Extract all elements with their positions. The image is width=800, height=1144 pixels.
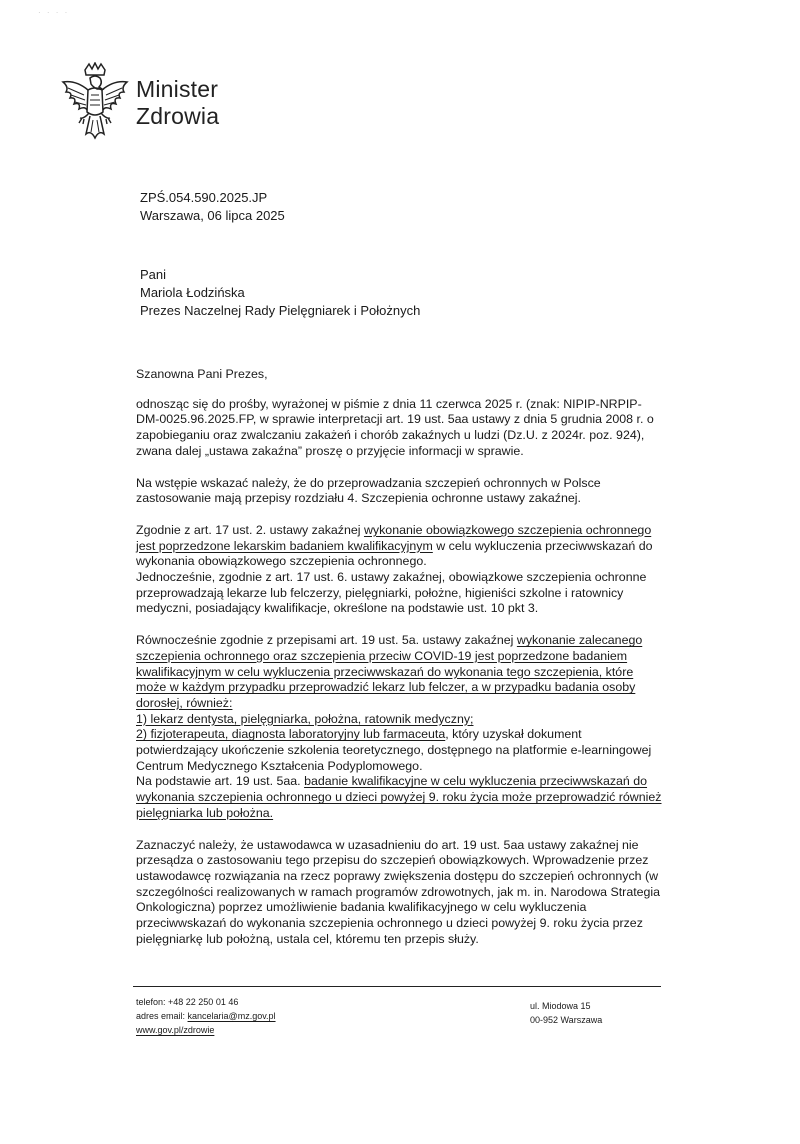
footer-email-link[interactable]: kancelaria@mz.gov.pl	[187, 1011, 276, 1021]
recipient-title: Prezes Naczelnej Rady Pielęgniarek i Położnych	[140, 303, 421, 318]
footer-email-label: adres email:	[136, 1011, 188, 1021]
recipient-name: Mariola Łodzińska	[140, 285, 245, 300]
organization-name	[136, 76, 219, 130]
p4-text-c: Na podstawie art. 19 ust. 5aa.	[136, 774, 305, 789]
greeting: Szanowna Pani Prezes,	[136, 367, 268, 381]
letter-body	[136, 367, 664, 964]
org-line-2: Zdrowia	[136, 103, 220, 129]
p3-text-c: Jednocześnie, zgodnie z art. 17 ust. 6. ustawy zakaźnej, obowiązkowe szczepienia ochronne przeprowadzają lekarze lub felczerzy, pielęgniarki, położne, higieniści szkolne i ratownicy medyczni, posiadający kwalifikacje, określone na podstawie ust. 10 pkt 3.	[136, 570, 647, 616]
p3-underlined: wykonanie obowiązkowego szczepienia ochronnego jest poprzedzone lekarskim badaniem kwalifikacyjnym	[136, 522, 652, 553]
footer-divider	[133, 986, 661, 987]
paragraph-5: Zaznaczyć należy, że ustawodawca w uzasadnieniu do art. 19 ust. 5aa ustawy zakaźnej nie przesądza o zastosowaniu tego przepisu do szczepień obowiązkowych. Wprowadzenie przez ustawodawcę rozwiązania na rzecz poprawy zwiększenia dostępu do szczepień ochronnych (w szczególności realizowanych w ramach programów zdrowotnych, jak m. in. Narodowa Strategia Onkologiczna) poprzez umożliwienie badania kwalifikacyjnego w celu wykluczenia przeciwwskazań do wykonania szczepienia ochronnego u dzieci powyżej 9. roku życia przez pielęgniarkę lub położną, ustala cel, któremu ten przepis służy.	[136, 837, 661, 946]
p3-text-a: Zgodnie z art. 17 ust. 2. ustawy zakaźnej	[136, 522, 364, 537]
p4-list-item-1: 1) lekarz dentysta, pielęgniarka, położna, ratownik medyczny;	[136, 711, 474, 726]
footer-website-link[interactable]: www.gov.pl/zdrowie	[136, 1025, 215, 1035]
scan-corner-mark: · · · ·	[38, 8, 70, 17]
footer-email-row	[136, 1009, 276, 1023]
p3-text-b: w celu wykluczenia przeciwwskazań do wykonania obowiązkowego szczepienia ochronnego.	[136, 538, 653, 569]
footer-address	[530, 999, 602, 1027]
recipient-salutation: Pani	[140, 267, 167, 282]
paragraph-3	[136, 523, 664, 617]
place-date: Warszawa, 06 lipca 2025	[140, 208, 285, 223]
recipient-block	[140, 266, 420, 320]
p4-list-item-2-rest: , który uzyskał dokument potwierdzający ukończenie szkolenia teoretycznego, dostępnego na platformie e-learningowej Centrum Medycznego Kształcenia Podyplomowego.	[136, 727, 652, 773]
polish-eagle-emblem-icon	[60, 62, 130, 144]
footer-phone: telefon: +48 22 250 01 46	[136, 997, 239, 1007]
p4-list-item-2: 2) fizjoterapeuta, diagnosta laboratoryjny lub farmaceuta	[136, 727, 446, 742]
footer-city: 00-952 Warszawa	[530, 1015, 603, 1025]
reference-block	[140, 189, 285, 225]
paragraph-4	[136, 633, 664, 821]
p4-underlined: wykonanie zalecanego szczepienia ochronnego oraz szczepienia przeciw COVID-19 jest poprzedzone badaniem kwalifikacyjnym w celu wykluczenia przeciwwskazań do wykonania tego szczepienia, które może w każdym przypadku przeprowadzić lekarz lub felczer, a w przypadku badania osoby dorosłej, również:	[136, 633, 643, 710]
footer-contact	[136, 995, 276, 1037]
letterhead	[60, 62, 219, 144]
paragraph-2: Na wstępie wskazać należy, że do przeprowadzania szczepień ochronnych w Polsce zastosowanie mają przepisy rozdziału 4. Szczepienia ochronne ustawy zakaźnej.	[136, 475, 601, 506]
p4-text-a: Równocześnie zgodnie z przepisami art. 19 ust. 5a. ustawy zakaźnej	[136, 633, 517, 648]
p4-underlined-c: badanie kwalifikacyjne w celu wykluczenia przeciwwskazań do wykonania szczepienia ochronnego u dzieci powyżej 9. roku życia może przeprowadzić również pielęgniarka lub położna.	[136, 774, 662, 820]
org-line-1: Minister	[136, 76, 219, 102]
reference-number: ZPŚ.054.590.2025.JP	[140, 190, 268, 205]
paragraph-1: odnosząc się do prośby, wyrażonej w piśmie z dnia 11 czerwca 2025 r. (znak: NIPIP-NRPIP-DM-0025.96.2025.FP, w sprawie interpretacji art. 19 ust. 5aa ustawy z dnia 5 grudnia 2008 r. o zapobieganiu oraz zwalczaniu zakażeń i chorób zakaźnych u ludzi (Dz.U. z 2024r. poz. 924), zwana dalej „ustawa zakaźna” proszę o przyjęcie informacji w sprawie.	[136, 396, 654, 458]
footer-street: ul. Miodowa 15	[530, 1001, 591, 1011]
